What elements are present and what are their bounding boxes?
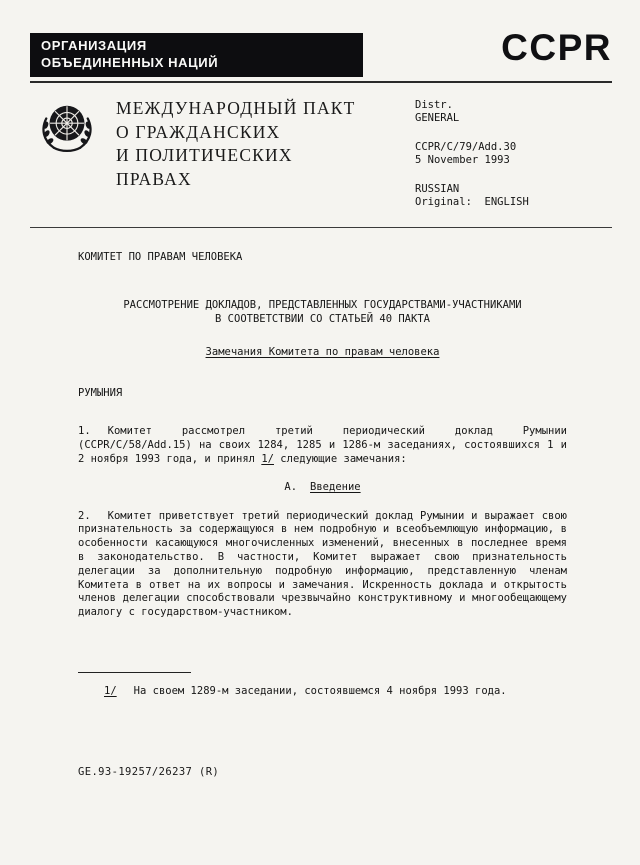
committee-heading: КОМИТЕТ ПО ПРАВАМ ЧЕЛОВЕКА	[78, 251, 243, 263]
treaty-title	[116, 97, 356, 191]
doc-date: 5 November 1993	[415, 154, 510, 166]
treaty-title-line2: О ГРАЖДАНСКИХ	[116, 121, 281, 142]
report-subheading	[78, 346, 567, 360]
report-heading-line2: В СООТВЕТСТВИИ СО СТАТЬЕЙ 40 ПАКТА	[215, 313, 430, 326]
section-heading	[78, 481, 567, 495]
paragraph-1-text-end: следующие замечания:	[273, 452, 407, 465]
report-heading	[78, 298, 567, 327]
paragraph-1	[78, 425, 567, 466]
treaty-title-line4: ПРАВАХ	[116, 168, 192, 189]
distr-label: Distr.	[415, 99, 453, 111]
paragraph-1-text: Комитет рассмотрел третий периодический доклад Румынии (CCPR/C/58/Add.15) на своих 1284, 1285 и 1286-м заседаниях, состоявшихся 1 и 2 ноября 1993 года, и принял	[78, 425, 567, 465]
footnote-ref-inline: 1/	[261, 452, 274, 465]
paragraph-2-text: Комитет приветствует третий периодический доклад Румынии и выражает свою признательность за содержащуюся в нем подробную и всеобъемлющую информацию, в особенности касающуюся многочисленных изменений, внесенных в последнее время в законодательство. В частности, Комитет выражает свою признательность делегации за дополнительную подробную информацию, представленную членам Комитета в ответ на их вопросы и замечания. Искренность доклада и открытость членов делегации способствовали чрезвычайно конструктивному и многообещающему диалогу с государством-участником.	[78, 509, 567, 619]
footnote-text: На своем 1289-м заседании, состоявшемся 4 ноября 1993 года.	[133, 685, 507, 697]
document-body	[78, 251, 567, 634]
report-heading-line1: РАССМОТРЕНИЕ ДОКЛАДОВ, ПРЕДСТАВЛЕННЫХ ГОСУДАРСТВАМИ-УЧАСТНИКАМИ	[123, 298, 522, 311]
footer-code: GE.93-19257/26237 (R)	[78, 766, 220, 778]
footnote-divider	[78, 672, 191, 673]
paragraph-2	[78, 510, 567, 620]
org-name-line2: ОБЪЕДИНЕННЫХ НАЦИЙ	[41, 54, 219, 70]
org-name-line1: ОРГАНИЗАЦИЯ	[41, 38, 147, 53]
distribution-block	[415, 99, 529, 209]
doc-language: RUSSIAN	[415, 183, 460, 195]
country-heading: РУМЫНИЯ	[78, 386, 123, 399]
section-letter: А.	[284, 480, 298, 493]
footnote-ref: 1/	[104, 685, 117, 697]
distr-value: GENERAL	[415, 112, 460, 124]
un-emblem-icon	[34, 94, 100, 160]
report-subheading-text: Замечания Комитета по правам человека	[205, 345, 440, 358]
org-banner	[30, 33, 363, 77]
treaty-title-line1: МЕЖДУНАРОДНЫЙ ПАКТ	[116, 98, 356, 118]
section-title: Введение	[310, 480, 361, 493]
doc-original-language: Original: ENGLISH	[415, 196, 529, 208]
masthead-divider	[30, 227, 612, 228]
doc-symbol: CCPR/C/79/Add.30	[415, 141, 517, 153]
header-divider	[30, 81, 612, 83]
series-logo: CCPR	[501, 27, 612, 68]
treaty-title-line3: И ПОЛИТИЧЕСКИХ	[116, 145, 293, 165]
paragraph-1-number: 1.	[78, 425, 91, 438]
footnote	[104, 685, 507, 697]
paragraph-2-number: 2.	[78, 509, 91, 522]
